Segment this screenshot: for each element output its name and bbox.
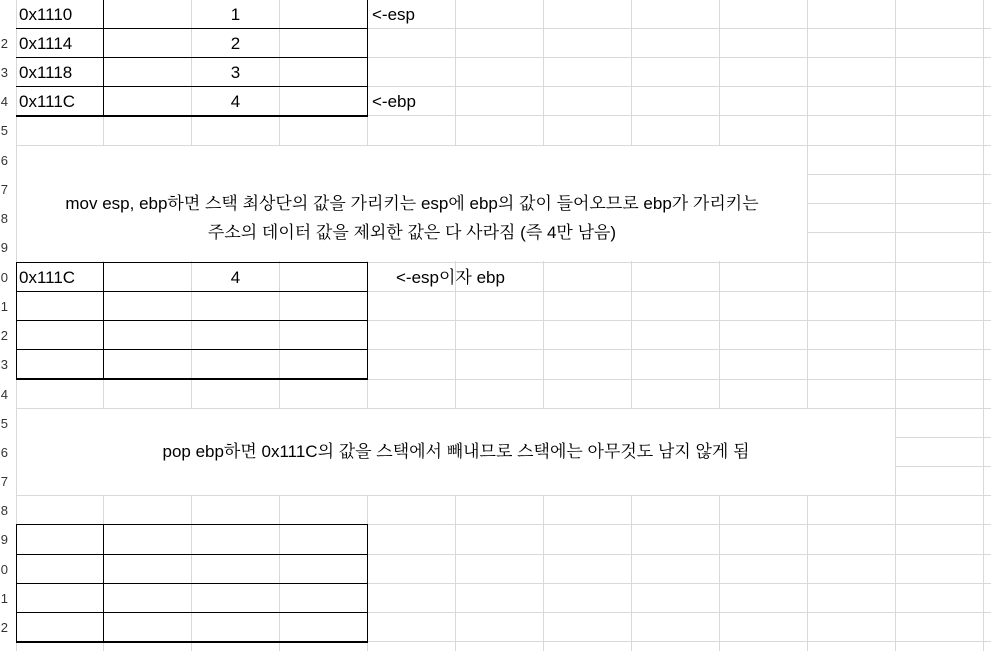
row-number[interactable]: 7	[0, 474, 8, 489]
stack-address-cell[interactable]: 0x1114	[19, 34, 73, 53]
explanation-text-1-line-1: mov esp, ebp하면 스택 최상단의 값을 가리키는 esp에 ebp의 값이 들어오므로 ebp가 가리키는	[65, 194, 759, 213]
row-number[interactable]: 5	[0, 416, 8, 431]
row-number[interactable]: 1	[0, 299, 8, 314]
stack-value-cell[interactable]: 2	[230, 34, 241, 53]
row-number[interactable]: 5	[0, 123, 8, 138]
stack-address-cell[interactable]: 0x111C	[19, 92, 76, 111]
stack-address-cell[interactable]: 0x111C	[19, 268, 76, 287]
stack-address-cell[interactable]	[16, 613, 103, 642]
stack-address-cell[interactable]	[16, 555, 103, 584]
row-number[interactable]: 0	[0, 562, 8, 577]
row-number[interactable]: 4	[0, 94, 8, 109]
stack-address-cell[interactable]: 0x1110	[19, 5, 73, 24]
row-number[interactable]: 1	[0, 591, 8, 606]
stack-value-cell[interactable]: 3	[230, 63, 241, 82]
esp-pointer-note[interactable]: <-esp	[372, 5, 415, 24]
stack-value-cell[interactable]: 4	[230, 92, 241, 111]
explanation-text-1-line-2: 주소의 데이터 값을 제외한 값은 다 사라짐 (즉 4만 남음)	[207, 223, 617, 242]
row-number[interactable]: 3	[0, 65, 8, 80]
row-number[interactable]: 6	[0, 153, 8, 168]
stack-value-cell[interactable]	[104, 292, 367, 321]
stack-address-cell[interactable]	[16, 292, 103, 321]
row-number[interactable]: 9	[0, 240, 8, 255]
row-number[interactable]: 3	[0, 357, 8, 372]
row-number[interactable]: 9	[0, 532, 8, 547]
stack-value-cell[interactable]: 4	[230, 268, 241, 287]
stack-address-cell[interactable]	[16, 584, 103, 613]
stack-value-cell[interactable]	[104, 584, 367, 613]
row-header-column[interactable]	[0, 0, 16, 651]
row-number[interactable]: 7	[0, 182, 8, 197]
stack-value-cell[interactable]	[104, 350, 367, 379]
stack-value-cell[interactable]	[104, 525, 367, 554]
explanation-text-2-line-1: pop ebp하면 0x111C의 값을 스택에서 빼내므로 스택에는 아무것도 남지 않게 됨	[162, 442, 750, 461]
stack-value-cell[interactable]	[104, 555, 367, 584]
row-number[interactable]: 8	[0, 211, 8, 226]
stack-address-cell[interactable]: 0x1118	[19, 63, 73, 82]
esp-ebp-pointer-note[interactable]: <-esp이자 ebp	[396, 268, 505, 287]
row-number[interactable]: 8	[0, 503, 8, 518]
stack-address-cell[interactable]	[16, 321, 103, 350]
stack-value-cell[interactable]: 1	[230, 5, 241, 24]
row-number[interactable]: 2	[0, 620, 8, 635]
row-number[interactable]: 2	[0, 36, 8, 51]
stack-address-cell[interactable]	[16, 350, 103, 379]
stack-value-cell[interactable]	[104, 613, 367, 642]
ebp-pointer-note[interactable]: <-ebp	[372, 92, 416, 111]
stack-value-cell[interactable]	[104, 321, 367, 350]
row-number[interactable]: 2	[0, 328, 8, 343]
stack-address-cell[interactable]	[16, 525, 103, 554]
row-number[interactable]: 4	[0, 387, 8, 402]
row-number[interactable]: 0	[0, 270, 8, 285]
row-number[interactable]: 6	[0, 445, 8, 460]
